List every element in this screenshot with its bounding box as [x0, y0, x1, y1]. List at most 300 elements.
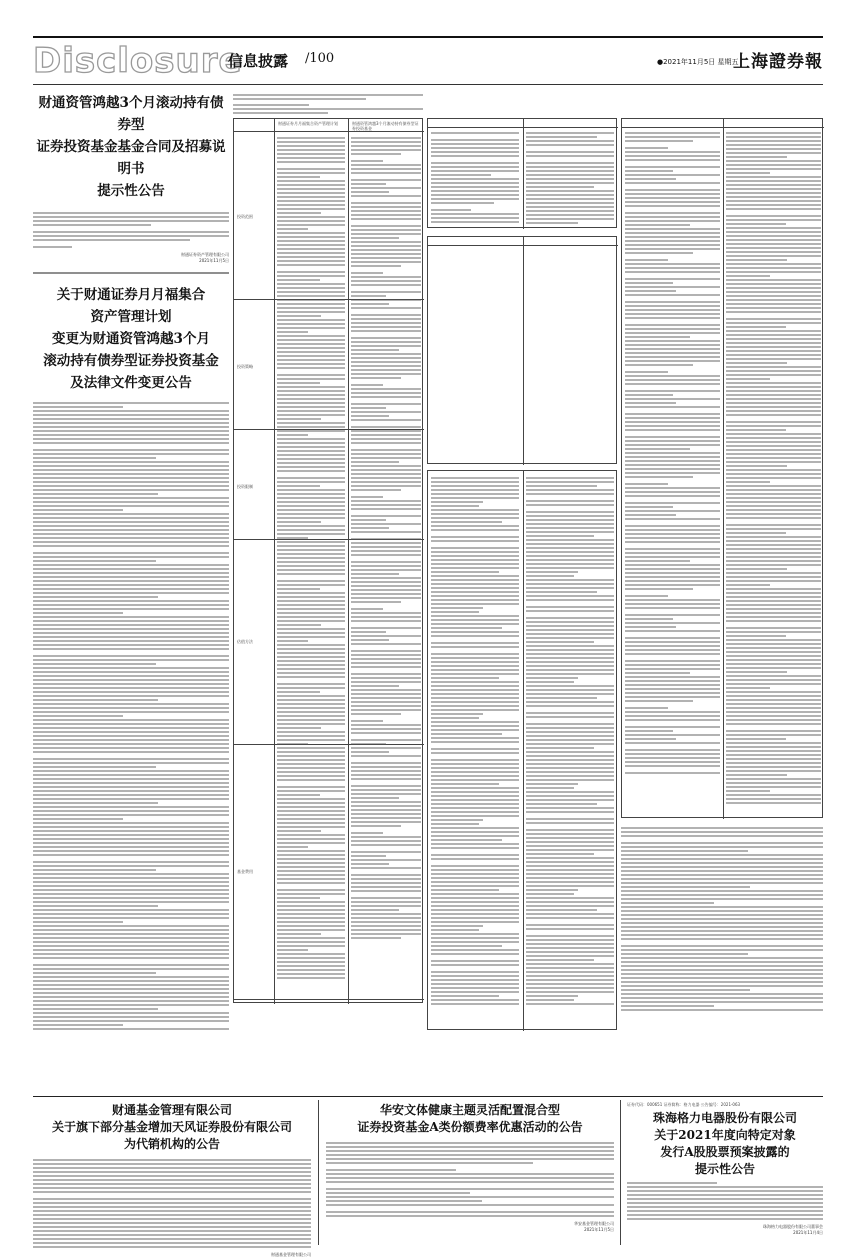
text-line: [351, 929, 421, 931]
text-line: [726, 334, 821, 336]
text-line: [526, 963, 614, 965]
text-line: [726, 172, 770, 174]
text-line: [625, 719, 720, 721]
text-line: [277, 925, 345, 927]
text-line: [625, 588, 693, 590]
text-line: [33, 786, 229, 788]
text-line: [625, 429, 720, 431]
text-line: [526, 747, 594, 749]
text-line: [526, 935, 614, 937]
text-line: [277, 822, 345, 824]
text-line: [431, 975, 519, 977]
text-line: [726, 271, 821, 273]
text-line: [277, 953, 345, 955]
text-line: [726, 548, 821, 550]
text-line: [33, 1218, 311, 1220]
text-line: [33, 1246, 311, 1248]
ads-top-rule: [33, 1096, 823, 1097]
text-line: [33, 711, 229, 713]
text-line: [726, 410, 821, 412]
text-line: [351, 160, 383, 162]
text-line: [351, 237, 399, 239]
text-line: [726, 140, 821, 142]
text-line: [431, 905, 519, 907]
text-line: [351, 728, 421, 730]
text-line: [726, 778, 821, 780]
text-line: [351, 925, 421, 927]
text-line: [431, 563, 519, 565]
text-line: [33, 612, 123, 614]
text-line: [326, 1215, 614, 1217]
text-line: [726, 596, 821, 598]
text-line: [431, 493, 519, 495]
text-line: [621, 1009, 823, 1011]
text-line: [277, 525, 345, 527]
text-line: [526, 198, 614, 200]
text-line: [526, 144, 614, 146]
text-line: [726, 497, 821, 499]
text-line: [726, 659, 821, 661]
text-line: [431, 575, 519, 577]
text-line: [625, 313, 720, 315]
text-line: [33, 545, 229, 547]
text-line: [726, 699, 821, 701]
announcement-1-title: [33, 92, 229, 202]
text-line: [351, 778, 421, 780]
text-line: [431, 779, 519, 781]
text-line: [277, 204, 345, 206]
text-line: [351, 191, 389, 193]
text-line: [33, 422, 229, 424]
text-line: [351, 550, 421, 552]
text-line: [277, 616, 345, 618]
text-line: [726, 643, 821, 645]
text-line: [277, 644, 345, 646]
text-line: [277, 719, 345, 721]
text-line: [277, 236, 345, 238]
text-line: [277, 830, 321, 832]
text-line: [625, 244, 720, 246]
text-line: [526, 837, 614, 839]
text-line: [526, 629, 614, 631]
text-line: [277, 691, 320, 693]
text-line: [625, 421, 720, 423]
text-line: [526, 559, 614, 561]
text-line: [431, 603, 519, 605]
text-line: [431, 921, 519, 923]
text-line: [326, 1181, 614, 1183]
text-line: [33, 1242, 311, 1244]
text-line: [625, 290, 676, 292]
text-line: [726, 485, 821, 487]
text-line: [431, 217, 519, 219]
text-line: [726, 766, 821, 768]
text-line: [526, 947, 614, 949]
text-line: [431, 178, 519, 180]
text-line: [33, 529, 229, 531]
text-line: [33, 850, 229, 852]
text-line: [351, 801, 421, 803]
text-line: [33, 1024, 123, 1026]
text-line: [431, 567, 519, 569]
text-line: [625, 637, 720, 639]
text-line: [726, 180, 821, 182]
text-line: [621, 926, 823, 928]
text-line: [351, 218, 421, 220]
text-line: [277, 893, 345, 895]
text-line: [526, 905, 614, 907]
text-line: [277, 580, 345, 582]
text-line: [33, 568, 229, 570]
text-line: [431, 949, 519, 951]
text-line: [33, 604, 229, 606]
text-line: [621, 997, 823, 999]
text-line: [351, 330, 421, 332]
text-line: [625, 660, 720, 662]
text-line: [277, 161, 345, 163]
text-line: [621, 922, 823, 924]
text-line: [351, 415, 389, 417]
text-line: [726, 184, 821, 186]
text-line: [351, 245, 421, 247]
text-line: [277, 303, 345, 305]
text-line: [351, 581, 421, 583]
text-line: [33, 406, 123, 408]
text-line: [33, 814, 229, 816]
title-line: 关于2021年度向特定对象: [654, 1128, 796, 1142]
text-line: [351, 384, 383, 386]
text-line: [625, 537, 720, 539]
title-line: 关于旗下部分基金增加天风证券股份有限公司: [51, 1120, 292, 1134]
text-line: [33, 493, 158, 495]
text-line: [277, 509, 345, 511]
text-line: [33, 453, 229, 455]
text-line: [726, 457, 821, 459]
text-line: [33, 1214, 311, 1216]
text-line: [431, 941, 519, 943]
text-line: [277, 398, 345, 400]
text-line: [526, 849, 614, 851]
text-line: [351, 265, 401, 267]
text-line: [277, 232, 345, 234]
text-line: [431, 771, 519, 773]
text-line: [526, 555, 614, 557]
text-line: [431, 733, 502, 735]
text-line: [33, 592, 229, 594]
text-line: [625, 765, 720, 767]
text-line: [277, 596, 345, 598]
text-line: [625, 510, 720, 512]
text-line: [526, 681, 574, 683]
text-line: [33, 695, 229, 697]
text-line: [726, 794, 821, 796]
text-line: [277, 775, 345, 777]
text-line: [431, 607, 483, 609]
text-line: [625, 564, 720, 566]
text-line: [351, 280, 421, 282]
text-line: [277, 260, 345, 262]
text-line: [526, 928, 614, 930]
issue-date: 2021年11月5日: [199, 258, 229, 263]
text-line: [33, 525, 229, 527]
text-line: [526, 579, 614, 581]
text-line: [277, 592, 345, 594]
text-line: [726, 160, 821, 162]
text-line: [726, 362, 787, 364]
text-line: [277, 715, 345, 717]
text-line: [277, 517, 345, 519]
text-line: [277, 188, 345, 190]
text-line: [625, 140, 693, 142]
text-line: [277, 727, 321, 729]
text-line: [351, 639, 389, 641]
text-line: [33, 953, 229, 955]
text-line: [526, 811, 614, 813]
text-line: [351, 473, 421, 475]
text-line: [277, 767, 345, 769]
text-line: [526, 743, 614, 745]
announcement-3: [33, 1102, 311, 1257]
text-line: [351, 365, 421, 367]
text-line: [351, 538, 421, 540]
text-line: [277, 176, 320, 178]
text-line: [526, 939, 614, 941]
text-line: [277, 882, 345, 884]
row-label: 投资范围: [237, 214, 253, 219]
text-line: [625, 324, 720, 326]
text-line: [351, 709, 421, 711]
text-line: [526, 861, 614, 863]
text-line: [351, 233, 421, 235]
text-line: [726, 374, 821, 376]
text-line: [625, 252, 693, 254]
text-line: [726, 425, 821, 427]
text-line: [621, 934, 823, 936]
text-line: [351, 195, 421, 197]
text-line: [526, 975, 614, 977]
text-line: [621, 953, 748, 955]
text-line: [277, 141, 345, 143]
text-line: [277, 446, 345, 448]
text-line: [726, 366, 821, 368]
text-line: [625, 444, 720, 446]
text-line: [351, 164, 421, 166]
text-line: [351, 179, 421, 181]
text-line: [277, 683, 345, 685]
text-line: [431, 547, 519, 549]
text-line: [351, 489, 401, 491]
text-line: [621, 969, 823, 971]
text-line: [625, 282, 673, 284]
text-line: [431, 741, 519, 743]
text-line: [726, 164, 821, 166]
text-line: [33, 830, 229, 832]
text-line: [351, 921, 421, 923]
text-line: [351, 901, 421, 903]
text-line: [277, 212, 321, 214]
text-line: [33, 426, 229, 428]
text-line: [351, 430, 421, 432]
text-line: [351, 821, 421, 823]
text-line: [431, 653, 519, 655]
text-line: [621, 846, 823, 848]
text-line: [277, 283, 345, 285]
text-line: [33, 588, 229, 590]
text-line: [621, 882, 823, 884]
text-line: [625, 692, 720, 694]
text-line: [526, 697, 597, 699]
text-line: [351, 817, 421, 819]
row-label: 投资策略: [237, 364, 253, 369]
title-line: 发行A股股票预案披露的: [660, 1145, 790, 1159]
text-line: [351, 477, 421, 479]
text-line: [726, 330, 821, 332]
text-line: [625, 159, 720, 161]
title-line: 为代销机构的公告: [123, 1137, 220, 1151]
text-line: [277, 668, 345, 670]
text-line: [726, 215, 821, 217]
text-line: [277, 703, 345, 705]
text-line: [277, 897, 320, 899]
text-line: [33, 644, 229, 646]
text-line: [431, 521, 502, 523]
text-line: [33, 834, 229, 836]
text-line: [431, 615, 519, 617]
text-line: [726, 584, 770, 586]
text-line: [526, 625, 614, 627]
row-label: 基金费用: [237, 869, 253, 874]
text-line: [726, 719, 821, 721]
text-line: [526, 807, 614, 809]
text-line: [351, 434, 421, 436]
text-line: [526, 481, 614, 483]
text-line: [526, 571, 578, 573]
text-line: [33, 1179, 311, 1181]
title-line: 滚动持有债券型证券投资基金: [43, 353, 219, 369]
text-line: [625, 278, 720, 280]
text-line: [431, 917, 519, 919]
text-line: [621, 862, 823, 864]
text-line: [351, 257, 421, 259]
text-line: [351, 770, 421, 772]
text-line: [277, 295, 345, 297]
text-line: [33, 1028, 229, 1030]
text-line: [627, 1214, 823, 1216]
text-line: [33, 477, 229, 479]
text-line: [351, 677, 421, 679]
text-line: [277, 339, 345, 341]
text-line: [726, 703, 821, 705]
text-line: [277, 672, 345, 674]
text-line: [431, 147, 519, 149]
text-line: [277, 434, 308, 436]
title-line: 及法律文件变更公告: [70, 375, 192, 391]
text-line: [351, 631, 386, 633]
text-line: [277, 224, 345, 226]
text-line: [33, 766, 156, 768]
table-header-right: 财通资管鸿越3个月滚动持有债券型证券投资基金: [352, 121, 419, 131]
text-line: [625, 201, 720, 203]
text-line: [621, 890, 823, 892]
text-line: [277, 973, 345, 975]
text-line: [277, 810, 345, 812]
text-line: [625, 572, 720, 574]
text-line: [625, 548, 720, 550]
text-line: [33, 1159, 311, 1161]
text-line: [431, 646, 519, 648]
text-line: [431, 1003, 519, 1005]
text-line: [431, 661, 519, 663]
text-line: [431, 619, 519, 621]
text-line: [431, 839, 502, 841]
text-line: [351, 785, 421, 787]
text-line: [625, 541, 720, 543]
text-line: [431, 795, 519, 797]
text-line: [33, 1167, 311, 1169]
text-line: [726, 267, 821, 269]
text-line: [625, 390, 720, 392]
title-line: 提示性公告: [97, 183, 165, 199]
text-line: [351, 481, 421, 483]
text-line: [526, 194, 614, 196]
text-line: [351, 593, 421, 595]
text-line: [526, 617, 614, 619]
text-line: [351, 442, 421, 444]
text-line: [726, 770, 821, 772]
text-line: [526, 511, 614, 513]
title-line: 资产管理计划: [90, 309, 172, 325]
text-line: [326, 1162, 533, 1164]
text-line: [277, 977, 345, 979]
announcement-1-body: [33, 212, 229, 248]
text-line: [621, 949, 823, 951]
text-line: [726, 295, 821, 297]
text-line: [277, 866, 345, 868]
text-line: [625, 607, 720, 609]
text-line: [351, 542, 421, 544]
text-line: [33, 1234, 311, 1236]
text-line: [621, 906, 823, 908]
title-line: 财通资管鸿越3个月滚动持有债券型: [38, 95, 224, 133]
text-line: [351, 635, 421, 637]
text-line: [625, 332, 720, 334]
text-line: [625, 476, 693, 478]
text-line: [277, 149, 345, 151]
text-line: [33, 802, 158, 804]
text-line: [726, 322, 821, 324]
text-line: [726, 552, 821, 554]
text-line: [726, 532, 786, 534]
text-line: [351, 546, 421, 548]
text-line: [431, 202, 494, 204]
text-line: [33, 996, 229, 998]
text-line: [431, 681, 519, 683]
text-line: [277, 759, 345, 761]
text-line: [351, 183, 386, 185]
text-line: [431, 501, 483, 503]
text-line: [431, 143, 519, 145]
text-line: [726, 715, 821, 717]
text-line: [277, 747, 345, 749]
text-line: [33, 806, 229, 808]
text-line: [33, 418, 229, 420]
text-line: [431, 835, 519, 837]
text-line: [33, 790, 229, 792]
text-line: [33, 1183, 311, 1185]
text-line: [431, 953, 519, 955]
text-line: [277, 529, 345, 531]
text-line: [625, 301, 720, 303]
